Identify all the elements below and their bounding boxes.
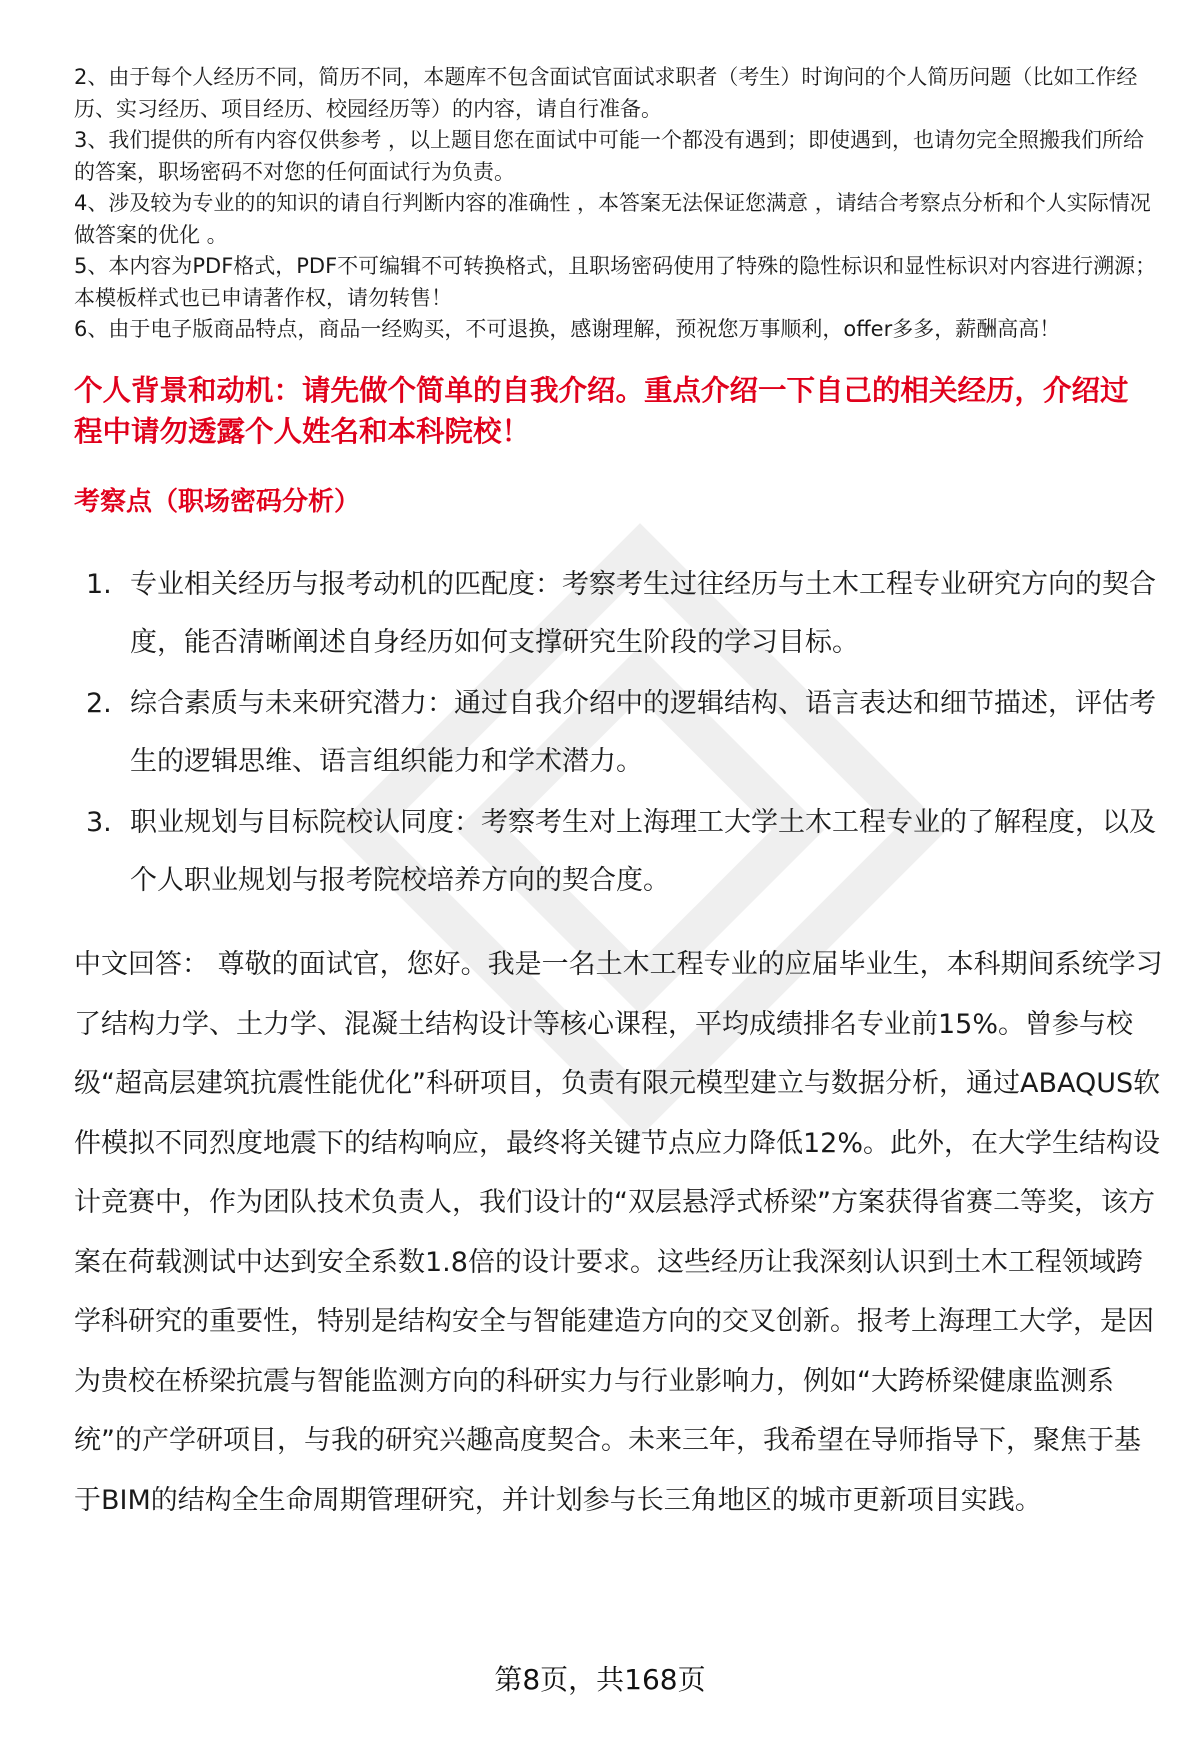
list-item-text: 综合素质与未来研究潜力：通过自我介绍中的逻辑结构、语言表达和细节描述，评估考生的逻辑思维、语言组织能力和学术潜力。 [130,688,1156,777]
list-item-number: 1. [86,569,112,600]
list-item-number: 3. [86,807,112,838]
list-item [74,675,1164,791]
analysis-points-list [74,556,1164,913]
list-item-text: 职业规划与目标院校认同度：考察考生对上海理工大学土木工程专业的了解程度，以及个人职业规划与报考院校培养方向的契合度。 [130,807,1156,896]
analysis-section-title: 考察点（职场密码分析） [74,487,361,517]
note-item: 5、本内容为PDF格式，PDF不可编辑不可转换格式，且职场密码使用了特殊的隐性标识和显性标识对内容进行溯源；本模板样式也已申请著作权，请勿转售！ [74,254,1157,310]
note-item: 6、由于电子版商品特点，商品一经购买，不可退换，感谢理解，预祝您万事顺利，offer多多，薪酬高高！ [74,317,1061,341]
note-item: 3、我们提供的所有内容仅供参考 ，以上题目您在面试中可能一个都没有遇到；即使遇到，也请勿完全照搬我们所给的答案，职场密码不对您的任何面试行为负责。 [74,128,1145,184]
list-item [74,556,1164,672]
note-item: 2、由于每个人经历不同，简历不同，本题库不包含面试官面试求职者（考生）时询问的个人简历问题（比如工作经历、实习经历、项目经历、校园经历等）的内容，请自行准备。 [74,65,1138,121]
list-item-number: 2. [86,688,112,719]
list-item [74,794,1164,910]
disclaimer-notes [74,62,1164,346]
note-item: 4、涉及较为专业的的知识的请自行判断内容的准确性 ，本答案无法保证您满意 ，请结合考察点分析和个人实际情况做答案的优化 。 [74,191,1151,247]
page-number: 第8页，共168页 [494,1663,706,1696]
chinese-answer: 中文回答： 尊敬的面试官，您好。我是一名土木工程专业的应届毕业生，本科期间系统学习了结构力学、土力学、混凝土结构设计等核心课程，平均成绩排名专业前15%。曾参与校级“超高层建筑抗震性能优化”科研项目，负责有限元模型建立与数据分析，通过ABAQUS软件模拟不同烈度地震下的结构响应，最终将关键节点应力降低12%。此外，在大学生结构设计竞赛中，作为团队技术负责人，我们设计的“双层悬浮式桥梁”方案获得省赛二等奖，该方案在荷载测试中达到安全系数1.8倍的设计要求。这些经历让我深刻认识到土木工程领域跨学科研究的重要性，特别是结构安全与智能建造方向的交叉创新。报考上海理工大学，是因为贵校在桥梁抗震与智能监测方向的科研实力与行业影响力，例如“大跨桥梁健康监测系统”的产学研项目，与我的研究兴趣高度契合。未来三年，我希望在导师指导下，聚焦于基于BIM的结构全生命周期管理研究，并计划参与长三角地区的城市更新项目实践。 [74,949,1163,1516]
question-heading: 个人背景和动机：请先做个简单的自我介绍。重点介绍一下自己的相关经历，介绍过程中请勿透露个人姓名和本科院校！ [74,374,1129,448]
list-item-text: 专业相关经历与报考动机的匹配度：考察考生过往经历与土木工程专业研究方向的契合度，能否清晰阐述自身经历如何支撑研究生阶段的学习目标。 [130,569,1156,658]
